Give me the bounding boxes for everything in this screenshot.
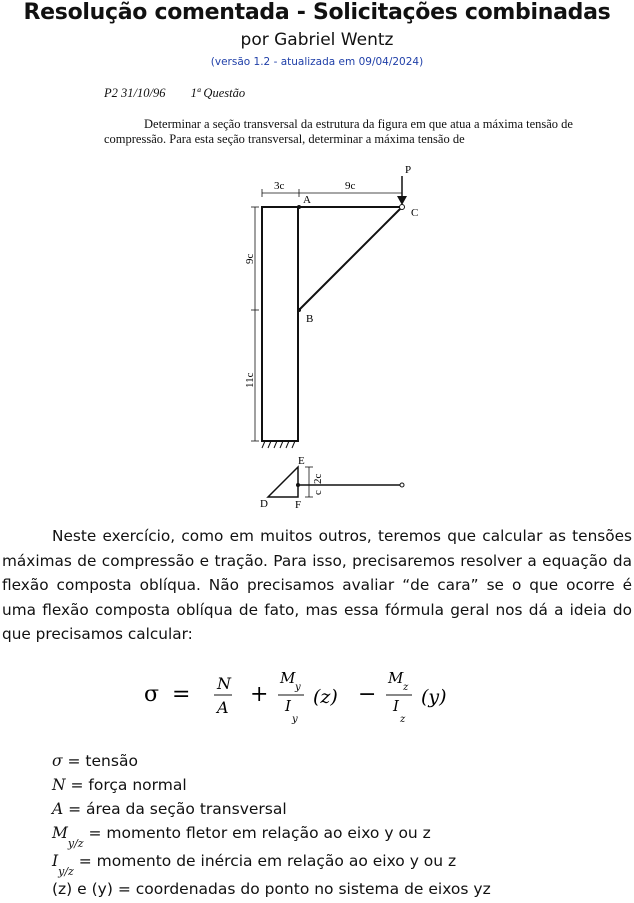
diagonal-strut bbox=[299, 207, 402, 310]
formula-a: A bbox=[217, 698, 229, 717]
formula-my-sub: y bbox=[295, 682, 301, 693]
definition-symbol: A bbox=[52, 800, 64, 818]
formula-z: (z) bbox=[313, 686, 338, 708]
dim-9c-top: 9c bbox=[345, 180, 356, 192]
definition-item bbox=[52, 797, 491, 821]
formula-sigma: σ bbox=[144, 682, 160, 707]
cross-section-triangle bbox=[268, 467, 298, 497]
section-end-node bbox=[400, 483, 404, 487]
definition-text: = área da seção transversal bbox=[63, 800, 287, 818]
definition-item bbox=[52, 821, 491, 849]
definition-item bbox=[52, 877, 491, 901]
definition-symbol: N bbox=[52, 776, 66, 794]
author-line: por Gabriel Wentz bbox=[240, 30, 394, 50]
node-a bbox=[297, 205, 301, 209]
label-a: A bbox=[303, 194, 311, 206]
section-node bbox=[296, 483, 300, 487]
column bbox=[262, 207, 298, 441]
definition-item bbox=[52, 749, 491, 773]
definition-item bbox=[52, 773, 491, 797]
formula-minus: − bbox=[358, 682, 377, 707]
definitions-list bbox=[52, 749, 491, 901]
label-f: F bbox=[295, 499, 302, 508]
definition-text: = momento fletor em relação ao eixo y ou z bbox=[83, 824, 431, 842]
exam-label: P2 31/10/96 bbox=[104, 86, 166, 100]
node-c bbox=[400, 205, 405, 210]
dim-11c: 11c bbox=[244, 372, 256, 388]
dim-section-2c: 2c bbox=[312, 473, 324, 484]
formula-plus: + bbox=[250, 682, 269, 707]
formula-equals: = bbox=[172, 682, 191, 707]
definition-subscript: y/z bbox=[58, 865, 74, 878]
stress-formula bbox=[140, 664, 470, 728]
label-c: C bbox=[411, 207, 419, 219]
definition-symbol: σ bbox=[52, 752, 63, 770]
formula-iz: I bbox=[393, 697, 399, 715]
dim-section-c: c bbox=[312, 490, 324, 495]
definition-subscript: y/z bbox=[67, 837, 84, 850]
formula-n: N bbox=[217, 674, 231, 693]
body-paragraph: Neste exercício, como em muitos outros, teremos que calcular as tensões máximas de compressão e tração. Para isso, precisaremos resolver a equação da flexão composta oblíqua. Não precisamos avaliar “de cara” se o que ocorre é uma flexão composta oblíqua de fato, mas essa fórmula geral nos dá a ideia do que precisamos calcular: bbox=[2, 527, 632, 643]
definition-text: = força normal bbox=[65, 776, 187, 794]
version-line: (versão 1.2 - atualizada em 09/04/2024) bbox=[210, 56, 424, 68]
question-header bbox=[104, 86, 267, 101]
formula-iy-sub: y bbox=[292, 714, 298, 725]
dim-3c: 3c bbox=[274, 180, 285, 192]
definition-text: = momento de inércia em relação ao eixo y ou z bbox=[73, 852, 457, 870]
load-label: P bbox=[405, 164, 412, 176]
definition-symbol: M bbox=[52, 824, 68, 842]
definition-text: (z) e (y) = coordenadas do ponto no sistema de eixos yz bbox=[52, 880, 491, 898]
page-title: Resolução comentada - Solicitações combinadas bbox=[23, 0, 611, 25]
label-b: B bbox=[306, 313, 314, 325]
label-d: D bbox=[260, 498, 268, 508]
definition-symbol: I bbox=[52, 852, 59, 870]
question-statement: Determinar a seção transversal da estrutura da figura em que atua a máxima tensão de compressão. Para esta seção transversal, determinar a máxima tensão de bbox=[104, 117, 573, 146]
formula-y: (y) bbox=[421, 686, 447, 708]
formula-iz-sub: z bbox=[400, 714, 406, 725]
dim-9c-left: 9c bbox=[244, 253, 256, 264]
question-number: 1ª Questão bbox=[190, 86, 246, 100]
label-e: E bbox=[298, 455, 305, 467]
ground-support bbox=[262, 441, 295, 448]
node-b bbox=[297, 308, 301, 312]
formula-my: M bbox=[280, 669, 296, 687]
definition-text: = tensão bbox=[62, 752, 138, 770]
formula-mz-sub: z bbox=[403, 682, 409, 693]
formula-mz: M bbox=[388, 669, 404, 687]
structure-figure bbox=[235, 158, 425, 508]
definition-item bbox=[52, 849, 491, 877]
formula-iy: I bbox=[285, 697, 291, 715]
load-arrowhead bbox=[397, 196, 407, 205]
